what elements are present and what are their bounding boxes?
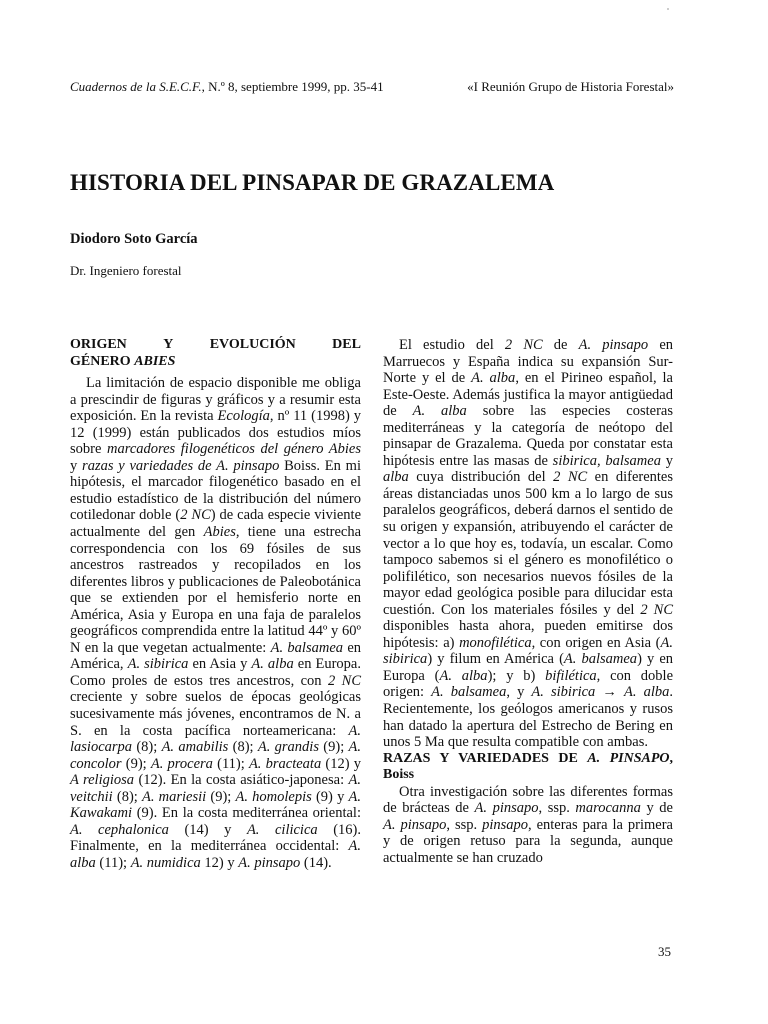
left-column <box>70 337 361 872</box>
author-affiliation: Dr. Ingeniero forestal <box>70 263 182 278</box>
page-number: 35 <box>658 944 671 959</box>
scan-speck <box>667 8 669 10</box>
paragraph-razas: Otra investigación sobre las diferentes formas de brácteas de A. pinsapo, ssp. marocanna y de A. pinsapo, ssp. pinsapo, enteras para la primera y de origen retuso para la segunda, aunque actualmente se han cruzado <box>383 783 673 866</box>
article-title: HISTORIA DEL PINSAPAR DE GRAZALEMA <box>70 170 555 195</box>
section-heading-origen: ORIGEN Y EVOLUCIÓN DEL GÉNERO ABIES <box>70 337 361 369</box>
event-name: «I Reunión Grupo de Historia Forestal» <box>467 79 674 94</box>
paragraph-estudio: El estudio del 2 NC de A. pinsapo en Marruecos y España indica su expansión Sur-Norte y el de A. alba, en el Pirineo español, la Este-Oeste. Además justifica la mayor antigüedad de A. alba sobre las especies costeras mediterráneas y la categoría de neótopo del pinsapar de Grazalema. Queda por constatar esta hipótesis entre las masas de sibirica, balsamea y alba cuya distribución del 2 NC en diferentes áreas distanciadas unos 500 km a lo largo de sus paralelos geográficos, deberá darnos el sentido de su origen y expansión, atribuyendo el carácter de vector a lo que hoy es, todavía, un escalar. Como tampoco sabemos si el género es monofilético o polifilético, son necesarios nuevos fósiles de la mayor edad geológica posible para dilucidar esta cuestión. Con los materiales fósiles y del 2 NC disponibles hasta ahora, pueden emitirse dos hipótesis: a) monofilética, con origen en Asia (A. sibirica) y filum en América (A. balsamea) y en Europa (A. alba); y b) bifilética, con doble origen: A. balsamea, y A. sibirica → A. alba. Recientemente, los geólogos americanos y rusos han datado la apertura del Estrecho de Bering en unos 5 Ma que resulta compatible con ambas. <box>383 337 674 751</box>
section-heading-razas: RAZAS Y VARIEDADES DE A. PINSAPO, Boiss <box>383 750 673 783</box>
journal-citation: Cuadernos de la S.E.C.F., N.º 8, septiembre 1999, pp. 35-41 <box>70 79 384 94</box>
right-column <box>383 337 673 867</box>
paragraph-origen: La limitación de espacio disponible me obliga a prescindir de figuras y gráficos y a resumir esta exposición. En la revista Ecología, nº 11 (1998) y 12 (1999) están publicados dos estudios míos sobre marcadores filogenéticos del género Abies y razas y variedades de A. pinsapo Boiss. En mi hipótesis, el marcador filogenético basado en el estudio estadístico de la distribución del número cotiledonar doble (2 NC) de cada especie viviente actualmente del gen Abies, tiene una estrecha correspondencia con los 69 fósiles de sus ancestros rastreados y recopilados en los diferentes libros y publicaciones de Paleobotánica que se extienden por el hemisferio norte en América, Asia y Europa en una faja de paralelos geográficos comprendida entre la latitud 44º y 60º N en la que vegetan actualmente: A. balsamea en América, A. sibirica en Asia y A. alba en Europa. Como proles de estos tres ancestros, con 2 NC creciente y sobre suelos de épocas geológicas sucesivamente más jóvenes, encontramos de N. a S. en la costa pacífica norteamericana: A. lasiocarpa (8); A. amabilis (8); A. grandis (9); A. concolor (9); A. procera (11); A. bracteata (12) y A religiosa (12). En la costa asiático-japonesa: A. veitchii (8); A. mariesii (9); A. homolepis (9) y A. Kawakami (9). En la costa mediterránea oriental: A. cephalonica (14) y A. cilicica (16). Finalmente, en la mediterránea occidental: A. alba (11); A. numidica 12) y A. pinsapo (14). <box>70 375 362 871</box>
author-name: Diodoro Soto García <box>70 231 198 247</box>
running-head <box>70 79 674 95</box>
